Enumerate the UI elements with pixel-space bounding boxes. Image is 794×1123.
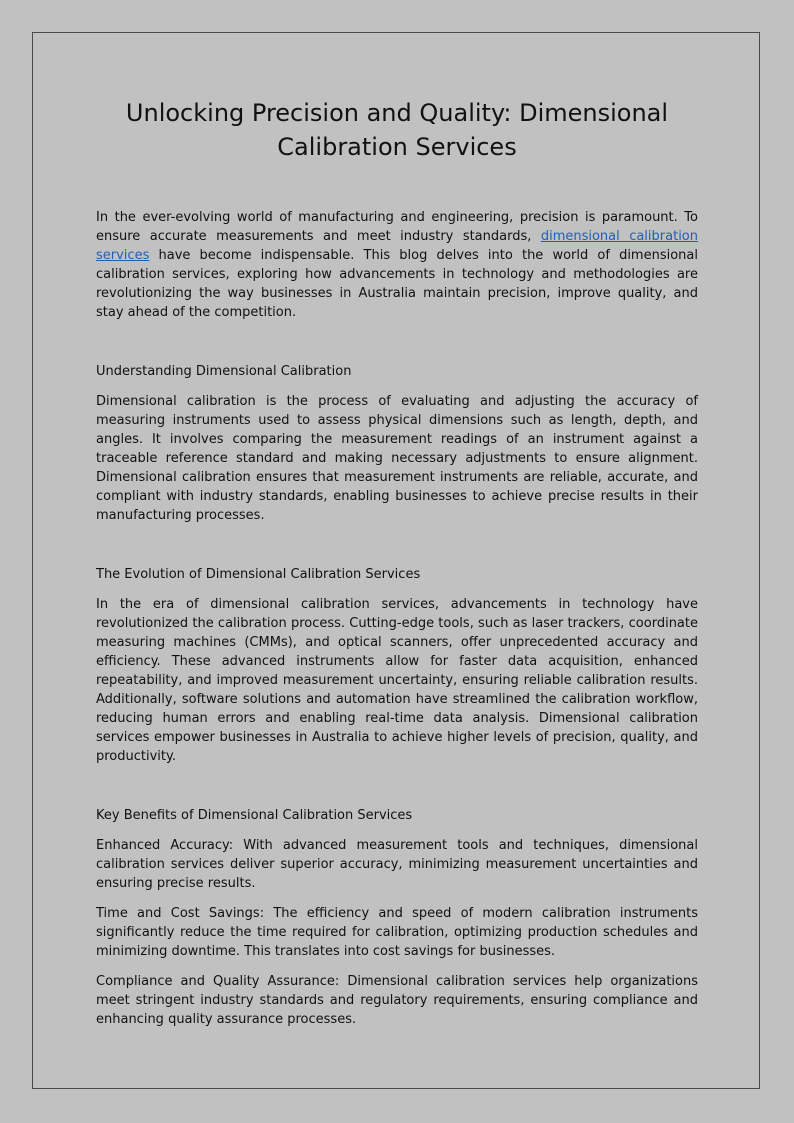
dimensional-calibration-services-link[interactable]: dimensional calibration services [96, 229, 698, 263]
section-understanding [96, 362, 698, 525]
section-key-benefits [96, 806, 698, 1029]
section-paragraph: In the era of dimensional calibration services, advancements in technology have revolutionized the calibration process. Cutting-edge tools, such as laser trackers, coordinate measuring machines (CMMs), and optical scanners, offer unprecedented accuracy and efficiency. These advanced instruments allow for faster data acquisition, enhanced repeatability, and improved measurement uncertainty, ensuring reliable calibration results. Additionally, software solutions and automation have streamlined the calibration workflow, reducing human errors and enabling real-time data analysis. Dimensional calibration services empower businesses in Australia to achieve higher levels of precision, quality, and productivity. [96, 597, 698, 764]
document-body [96, 96, 698, 1029]
benefit-enhanced-accuracy: Enhanced Accuracy: With advanced measurement tools and techniques, dimensional calibration services deliver superior accuracy, minimizing measurement uncertainties and ensuring precise results. [96, 838, 698, 891]
intro-text-after-link: have become indispensable. This blog delves into the world of dimensional calibration services, exploring how advancements in technology and methodologies are revolutionizing the way businesses in Australia maintain precision, improve quality, and stay ahead of the competition. [96, 248, 698, 320]
document-title: Unlocking Precision and Quality: Dimensional Calibration Services [125, 99, 669, 161]
section-heading: Understanding Dimensional Calibration [96, 364, 352, 379]
benefit-compliance-quality: Compliance and Quality Assurance: Dimensional calibration services help organizations meet stringent industry standards and regulatory requirements, ensuring compliance and enhancing quality assurance processes. [96, 974, 698, 1027]
intro-text-before-link: In the ever-evolving world of manufacturing and engineering, precision is paramount. To ensure accurate measurements and meet industry standards, [96, 210, 698, 244]
benefit-time-cost-savings: Time and Cost Savings: The efficiency and speed of modern calibration instruments significantly reduce the time required for calibration, optimizing production schedules and minimizing downtime. This translates into cost savings for businesses. [96, 906, 698, 959]
section-heading: Key Benefits of Dimensional Calibration Services [96, 808, 413, 823]
section-evolution [96, 565, 698, 766]
section-paragraph: Dimensional calibration is the process of evaluating and adjusting the accuracy of measuring instruments used to assess physical dimensions such as length, depth, and angles. It involves comparing the measurement readings of an instrument against a traceable reference standard and making necessary adjustments to ensure alignment. Dimensional calibration ensures that measurement instruments are reliable, accurate, and compliant with industry standards, enabling businesses to achieve precise results in their manufacturing processes. [96, 394, 698, 523]
intro-paragraph [96, 208, 698, 322]
section-heading: The Evolution of Dimensional Calibration Services [96, 567, 421, 582]
